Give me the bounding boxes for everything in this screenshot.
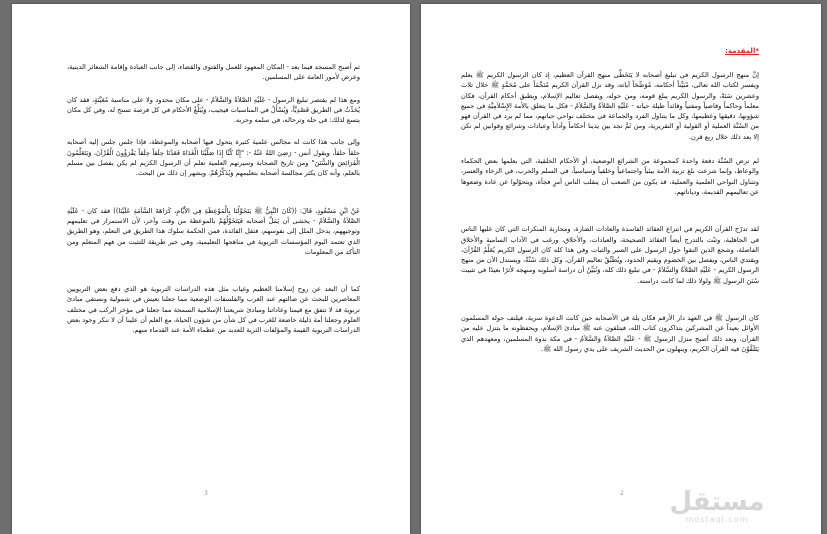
watermark-url: mostaql.com	[685, 515, 749, 524]
paragraph: وإلى جانب هذا كانت له مجالس علمية كثيرة يتحول فيها أصحابه والموعظة، فإذا جلس جلس إليه أصحابه حلقاً حلقاً، ويقول أنس - رَضِيَ اللهُ عَنْهُ -: "إِنَّا كُنَّا إِذَا صَلَّيْنَا الْغَدَاةَ قَعَدْنَا حِلَقاً حِلَقاً يَقْرَؤُونَ الْقُرْآنَ، وَيَتَعَلَّمُونَ الْفَرَائِضَ وَالسُّنَنَ" ومن تاريخ الصحابة وسيرتهم العلمية تعلم أن الرسول الكريم لم يكن يفصل بين مسلم بالعلم، وأنه كان يكثر مجالسة أصحابه بتعليمهم وَيُذَكِّرُهُمْ. ويشهر إن ذلك من البحث.	[67, 138, 360, 178]
paragraph: إنَّ منهج الرسول الكريم في تبليغ أصحابه لا يَتَخَطَّى منهج القرآن العظيم، إذ كان الرسول الكريم ﷺ يعلم ويفسر لكتاب الله تعالى، مُبَيِّناً أحكامه، مُوَضِّحَاً آياته، وقد نزل القرآن الكريم مُنَجَّمَاً على مُحَمَّدٍ ﷺ خلال ثلاث وعشرين سَنَةً، والرسول الكريم يبلغ قومه، ومن حوله، ويفصل تعاليم الإسلام، ويطبق أحكام القرآن، فكان معلماً وحاكماً وقاضياً ومفتياً وقائداً طيلة حياته - عَلَيْهِ الصَّلاَةُ وَالسَّلاَمُ - فكل ما يتعلق بالأمة الإِسْلاَمِيَّةِ في جميع شؤونها، دقيقها وعظيمها، وكل ما يتناول الفرد والجماعة في مختلف نواحي حياتهم، مما لم يرد في القرآن فهو من السُنَّة العملية أو القولية أو التقريرية، ومن ثَمَّ نجد بين يدينا أحكاماً وآداباً وعبادات وشرائع وقوانين لم تكن إلا بعد ذلك خلال ربع قرن.	[461, 71, 759, 141]
document-page-right	[421, 4, 821, 534]
paragraph: ثم أصبح المسجد فيما بعد - المكان المعهود للعمل والفتوى والقضاء، إلى جانب العبادة وإقامة الشعائر الدينية، وعرض لأمور العامة على المسلمين.	[67, 63, 360, 82]
page-number: 2	[620, 490, 624, 497]
paragraph: عَنْ ابْنِ مَسْعُودٍ، قَالَ: ((كَانَ النَّبِيُّ ﷺ يَتَخَوَّلُنَا بِالْمَوْعِظَةِ فِي الأَيَّامِ، كَرَاهَةَ السَّآمَةِ عَلَيْنَا)) فقد كان - عَلَيْهِ الصَّلاَةُ وَالسَّلاَمُ - يخشى أن يَمَلَّ أصحابه فَيَتَخَوَّلُهُمْ بالموعظة من وقت وآخر، لأن الاستمرار في تعليمهم وتوجيههم، يدخل الملل إلى نفوسهم، فتقل الفائدة، فمن الحكمة سلوك هذا الطريق في التعلم، وهو الطريق الذي تعتمد اليوم المؤسسات التربوية في مناهجها التعليمية، وهي خير طريقة للتثبت من فهم المتعلم ومن التأكد من المعلومات	[67, 206, 360, 256]
page-body-text	[461, 46, 759, 354]
paragraph: كان الرسول ﷺ في العهد دار الأرقم فكان يلة في الأصحابه حين كانت الدعوة سرية، فيلتف حوله المسلمون الأوائل بعيداً عن المشركين يتذاكرون كتاب الله، فيتلقون عنه ﷺ مبادئ الإسلام، ويحفظونه ما يتنزل عليه من القرآن، وبعد ذلك أصبح منزل الرسول ﷺ - عَلَيْهِ الصَّلاَةُ وَالسَّلاَمُ - في مكة ندوة المسلمين، ومعهدهم الذي يَتَلَقَّوْنَ فيه القرآن الكريم، وينهلون من الحديث الشريف على يدي رسول الله ﷺ.	[461, 314, 759, 353]
watermark-title: مستقل	[669, 487, 765, 517]
paragraph: ومع هذا لم يقتصر تبليغ الرسول - عَلَيْهِ الصَّلاَةُ وَالسَّلاَمُ - على مكان محدود ولا على مناسبة مُعَيَّنَةٍ، فقد كان يُحَدِّثُ في الطريق قَصْدِيَّاً، وَيُسْأَلُ في المناسبات فيجيب، وَيُبَلِّغُ الأحكام في كل فرصة تسنح له، وفي كل مكان يتسع لذلك: في حله وترحاله، في سلمه وحربه.	[67, 95, 360, 125]
paragraph: كما أن البعد عن روح إسلامنا العظيم وغياب مثل هذه الدراسات التربوية هو الذي دفع بعض التربويين المعاصرين للبحث عن ضالتهم عند الغرب والفلسفات الوضعية مما جعلنا نعيش في شمولية ونستقي مبادئ تربوية قد لا تتفق مع قيمنا وعاداتنا ومبادئ شريعتنا الإسلامية السمحة مما جعلنا في مؤخر الركب في مختلف العلوم وجعلنا أمة ذليلة خاضعة للغرب في كل شأن من شؤون الحياة، مع العلم أن علينا أن لا ننكر وجود بعض الدراسات التربوية القيمة والمؤلفات الثرية للعديد من عظماء الأمة عند القدماء منهم.	[67, 285, 360, 335]
watermark-logo	[612, 489, 822, 529]
page-number: 3	[204, 490, 208, 497]
paragraph: لم ترض السُنَّة دفعة واحدة كمجموعة من الشرائع الوضعية، أو الأحكام الخلقية، التي يعلمها بعض الحكماء والوعاظ، وإنما شرعت بلغ تربية الأمة بيئياً واجتماعياً وخلقياً وسياسياً، في السلم والحرب، في الرخاء والعسر، وتتناول النواحي العلمية والعملية، قد يكون من الصعب أن ينقلب الناس أمرٍ فجأة، ويتحوّلوا عن عادة وضعوها عن تعاليمهم القديمة، ودياناتهم.	[461, 157, 759, 196]
page-body-text	[67, 62, 360, 336]
section-heading: *المقدمة:	[725, 47, 759, 55]
paragraph: لقد تدرّج القرآن الكريم في انتزاع العقائد الفاسدة والعادات الضارة، ومحاربة المنكرات التي كان عليها الناس في الجاهلية، وثبّت بالتدرج أيضاً العقائد الصحيحة، والعبادات، والأخلاق، ورغب في الآداب السامية والأخلاق الفاضلة، وشجع الذين التقوا حول الرسول على الصبر والثبات وفي هذا كله كان الرسول الكريم يُعَلِّمُ القُرْآنَ، ويقتدي الناس، ويفصل بين الخصوم ويقيم الحدود، ويُطَبِّقُ تعاليم القرآن، وكل ذلك سُنَّةٌ، ويستدل الآن من منهج الرسول الكريم - عَلَيْهِ الصَّلاَةُ وَالسَّلاَمُ - في تبليغ ذلك كله، وَنُبَيِّنُ أن دراسة أسلوبه ومنهجه لأثرًا بعيدًا في تثبيت سُنَنَ الرسول ﷺ ولولا ذلك لما كانت دراسته.	[461, 225, 759, 285]
document-page-left	[12, 4, 410, 534]
